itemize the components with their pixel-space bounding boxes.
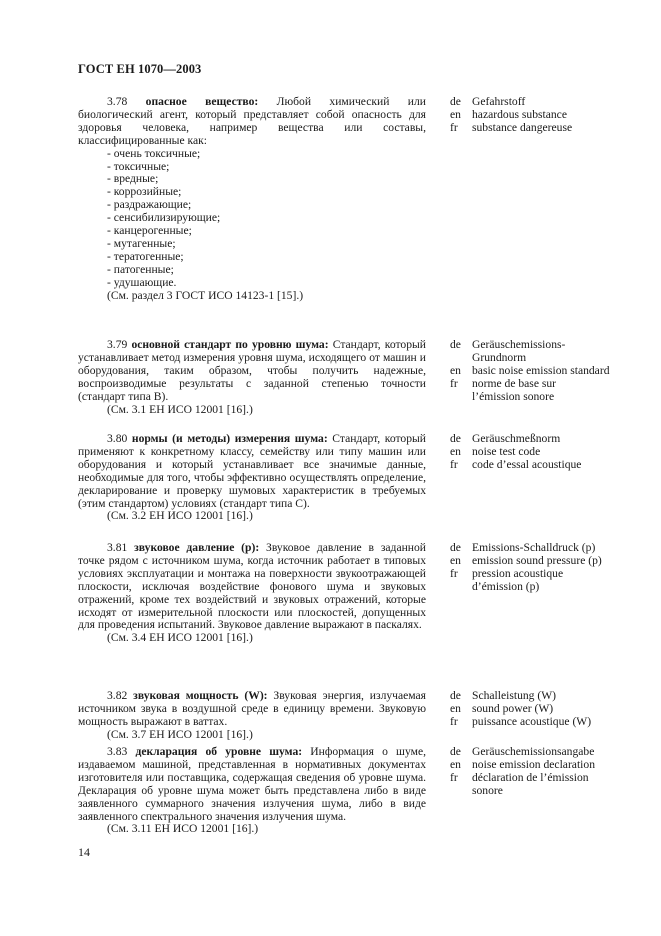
equivalent-term: Emissions-Schalldruck (p)	[472, 541, 596, 554]
reference-note: (См. 3.11 ЕН ИСО 12001 [16].)	[107, 822, 259, 836]
lang-code: de	[450, 745, 461, 758]
foreign-equivalents	[450, 339, 650, 404]
list-item: - патогенные;	[107, 264, 426, 277]
equivalent-term: Geräuschemissions-	[472, 338, 566, 351]
lang-code: fr	[450, 376, 458, 390]
equivalent-row	[450, 339, 650, 352]
lang-code: de	[450, 338, 461, 351]
term-number: 3.81	[107, 541, 128, 554]
definition-text	[78, 690, 426, 742]
definition-text	[78, 542, 426, 645]
definition-text	[78, 746, 426, 836]
list-item: - удушающие.	[107, 277, 426, 290]
equivalent-row	[450, 716, 650, 729]
reference-note: (См. 3.2 ЕН ИСО 12001 [16].)	[107, 509, 253, 523]
lang-code: fr	[450, 566, 458, 580]
equivalent-row	[450, 772, 650, 785]
reference-note: (См. 3.4 ЕН ИСО 12001 [16].)	[107, 631, 253, 645]
term-name: нормы (и методы) измерения шума:	[131, 432, 328, 445]
reference-note: (См. раздел 3 ГОСТ ИСО 14123-1 [15].)	[107, 288, 304, 302]
lang-code: en	[450, 757, 461, 771]
equivalent-term: sonore	[472, 783, 503, 797]
term-number: 3.82	[107, 689, 128, 702]
foreign-equivalents	[450, 746, 650, 798]
term-definition: Стандарт, который применяют к конкретному классу, семейству или типу машин или оборудования и который устанавливает все значимые данные, необходимые для того, чтобы эффективно осуществлять определение, декларирование и проверку шумовых характеристик в требуемых (этим стандартом) условиях (стандарт типа С).	[78, 432, 426, 510]
equivalent-row	[450, 555, 650, 568]
equivalent-term: noise emission declaration	[472, 757, 595, 771]
equivalent-term: Gefahrstoff	[472, 95, 526, 108]
lang-code: en	[450, 444, 461, 458]
equivalent-term: norme de base sur	[472, 376, 557, 390]
lang-code: de	[450, 95, 461, 108]
equivalent-term: Grundnorm	[472, 350, 527, 364]
term-name: звуковая мощность (W):	[133, 689, 268, 702]
lang-code: en	[450, 107, 461, 121]
equivalent-row	[450, 378, 650, 391]
equivalent-term: hazardous substance	[472, 107, 567, 121]
lang-code	[450, 391, 472, 404]
lang-code	[450, 581, 472, 594]
equivalent-row	[450, 542, 650, 555]
term-definition: Звуковая энергия, излучаемая источником звука в воздушной среде в единицу времени. Звуковую мощность выражают в ваттах.	[78, 689, 427, 728]
foreign-equivalents	[450, 690, 650, 729]
equivalent-term: Geräuschemissionsangabe	[472, 745, 595, 758]
page-header: ГОСТ ЕН 1070—2003	[78, 62, 202, 76]
lang-code	[450, 352, 472, 365]
term-definition: Стандарт, который устанавливает метод измерения уровня шума, исходящего от машин и оборудования, таким образом, чтобы получить надежные, воспроизводимые результаты с заданной степенью точности (стандарт типа В).	[78, 338, 426, 403]
lang-code: fr	[450, 714, 458, 728]
lang-code: en	[450, 553, 461, 567]
equivalent-row	[450, 581, 650, 594]
equivalent-term: emission sound pressure (p)	[472, 553, 602, 567]
equivalent-row	[450, 365, 650, 378]
lang-code: fr	[450, 457, 458, 471]
lang-code: fr	[450, 770, 458, 784]
page-number: 14	[78, 845, 90, 859]
lang-code: en	[450, 363, 461, 377]
equivalent-term: noise test code	[472, 444, 541, 458]
list-item: - сенсибилизирующие;	[107, 212, 426, 225]
equivalent-term: sound power (W)	[472, 701, 554, 715]
list-item: - очень токсичные;	[107, 148, 426, 161]
equivalent-term: Geräuschmeßnorm	[472, 432, 561, 445]
foreign-equivalents	[450, 96, 650, 135]
equivalent-row	[450, 122, 650, 135]
term-definition: Любой химический или биологический агент, который представляет собой опасность для здоровья человека, например вещества или составы, классифицированные как:	[78, 95, 426, 147]
equivalent-row	[450, 703, 650, 716]
equivalent-term: substance dangereuse	[472, 120, 573, 134]
equivalent-term: Schalleistung (W)	[472, 689, 557, 702]
term-name: опасное вещество:	[145, 95, 259, 108]
list-item: - канцерогенные;	[107, 225, 426, 238]
lang-code: de	[450, 432, 461, 445]
lang-code: de	[450, 541, 461, 554]
equivalent-row	[450, 433, 650, 446]
term-name: звуковое давление (p):	[134, 541, 260, 554]
equivalent-row	[450, 352, 650, 365]
equivalent-row	[450, 759, 650, 772]
term-definition: Информация о шуме, издаваемом машиной, представленная в нормативных документах изготовителя или поставщика, содержащая сведения об уровне шума. Декларация об уровне шума может быть представлена либо в виде заявленного суммарного значения излучения шума, либо в виде заявленного спектрального значения излучения шума.	[78, 745, 426, 823]
list-item: - коррозийные;	[107, 186, 426, 199]
equivalent-term: l’émission sonore	[472, 389, 555, 403]
list-item: - мутагенные;	[107, 238, 426, 251]
equivalent-row	[450, 109, 650, 122]
equivalent-row	[450, 96, 650, 109]
list-item: - токсичные;	[107, 161, 426, 174]
equivalent-term: déclaration de l’émission	[472, 770, 589, 784]
equivalent-row	[450, 690, 650, 703]
term-name: декларация об уровне шума:	[135, 745, 303, 758]
lang-code	[450, 785, 472, 798]
list-item: - раздражающие;	[107, 199, 426, 212]
equivalent-row	[450, 746, 650, 759]
definition-text	[78, 339, 426, 416]
reference-note: (См. 3.7 ЕН ИСО 12001 [16].)	[107, 727, 253, 741]
equivalent-row	[450, 459, 650, 472]
term-number: 3.79	[107, 338, 128, 351]
lang-code: de	[450, 689, 461, 702]
list-item: - вредные;	[107, 173, 426, 186]
equivalent-row	[450, 446, 650, 459]
foreign-equivalents	[450, 542, 650, 594]
lang-code: en	[450, 701, 461, 715]
equivalent-row	[450, 785, 650, 798]
foreign-equivalents	[450, 433, 650, 472]
term-number: 3.78	[107, 95, 128, 108]
reference-note: (См. 3.1 ЕН ИСО 12001 [16].)	[107, 402, 253, 416]
equivalent-term: puissance acoustique (W)	[472, 714, 592, 728]
term-definition: Звуковое давление в заданной точке рядом с источником шума, когда источник работает в типовых условиях эксплуатации и монтажа на поверхности звукоотражающей плоскости, исключая воздействие фонового шума и звуковых отражений, кроме тех воздействий и звуковых отражений, которые исходят от измерительной плоскости или плоскостей, допущенных для проведения испытаний. Звуковое давление выражают в паскалях.	[78, 541, 426, 632]
definition-text	[78, 96, 426, 303]
list-item: - тератогенные;	[107, 251, 426, 264]
term-name: основной стандарт по уровню шума:	[131, 338, 329, 351]
term-number: 3.80	[107, 432, 128, 445]
equivalent-term: d’émission (p)	[472, 579, 540, 593]
definition-text	[78, 433, 426, 523]
term-number: 3.83	[107, 745, 128, 758]
equivalent-term: pression acoustique	[472, 566, 564, 580]
equivalent-row	[450, 391, 650, 404]
equivalent-term: code d’essal acoustique	[472, 457, 582, 471]
equivalent-term: basic noise emission standard	[472, 363, 610, 377]
lang-code: fr	[450, 120, 458, 134]
equivalent-row	[450, 568, 650, 581]
classification-list	[78, 148, 426, 290]
